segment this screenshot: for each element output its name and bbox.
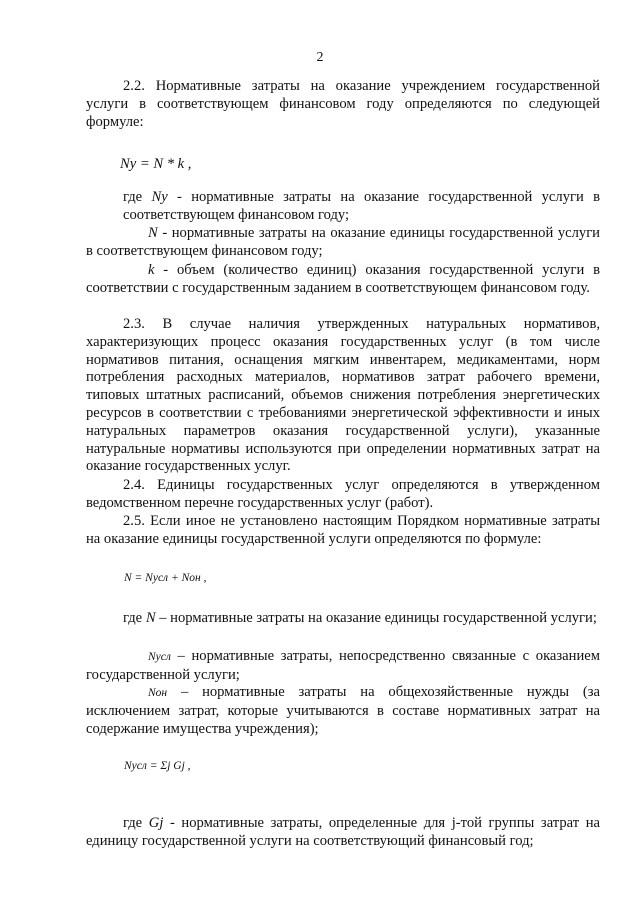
definition-n: [86, 225, 600, 261]
definition-gj-prefix: где: [123, 815, 143, 831]
definition-n-unit: [86, 610, 600, 628]
definition-n-text: - нормативные затраты на оказание единицы государственной услуги в соответствующем финансовом году;: [86, 225, 600, 259]
definition-ny-prefix: где: [123, 189, 143, 205]
definition-n-symbol: N: [148, 225, 158, 241]
definition-k-text: - объем (количество единиц) оказания государственной услуги в соответствии с государственным заданием в соответствующем финансовом году.: [86, 262, 600, 296]
definition-gj-symbol: Gj: [148, 815, 164, 831]
definition-non-symbol: Nон: [148, 687, 168, 699]
paragraph-2-4: 2.4. Единицы государственных услуг определяются в утвержденном ведомственном перечне государственных услуг (работ).: [86, 477, 600, 511]
formula-nusl: Nусл = Σj Gj ,: [124, 760, 191, 772]
definition-non-text: – нормативные затраты на общехозяйственные нужды (за исключением затрат, которые учитываются в составе нормативных затрат на содержание имущества учреждения);: [86, 684, 600, 737]
definition-gj: [86, 815, 600, 851]
paragraph-2-2: 2.2. Нормативные затраты на оказание учреждением государственной услуги в соответствующем финансовом году определяются по следующей формуле:: [86, 78, 600, 130]
formula-n: N = Nусл + Nон ,: [124, 572, 207, 584]
page-number: 2: [316, 50, 324, 65]
definition-n-unit-symbol: N: [145, 610, 156, 626]
definition-n-unit-prefix: где: [123, 610, 143, 626]
definition-k: [86, 262, 600, 298]
paragraph-2-3: 2.3. В случае наличия утвержденных натуральных нормативов, характеризующих процесс оказания государственных услуг (в том числе нормативов питания, оснащения мягким инвентарем, медикаментами, норм потребления расходных материалов, нормативов затрат рабочего времени, типовых штатных расписаний, объемов снижения потребления энергетических ресурсов в соответствии с требованиями энергетической эффективности и иных натуральных параметров оказания государственной услуги), указанные натуральные нормативы используются при определении нормативных затрат на оказание государственных услуг.: [86, 316, 600, 475]
definition-ny-text: - нормативные затраты на оказание государственной услуги в соответствующем финансовом году;: [123, 189, 600, 223]
definition-nusl-symbol: Nусл: [148, 651, 171, 663]
definition-n-unit-text: – нормативные затраты на оказание единицы государственной услуги;: [155, 610, 597, 626]
paragraph-2-5: 2.5. Если иное не установлено настоящим Порядком нормативные затраты на оказание единицы государственной услуги определяются по формуле:: [86, 513, 600, 547]
definition-ny-symbol: Ny: [151, 189, 168, 205]
definition-gj-text: - нормативные затраты, определенные для j-той группы затрат на единицу государственной услуги на соответствующий финансовый год;: [86, 815, 601, 849]
definition-ny: [123, 189, 600, 225]
definition-nusl: [86, 648, 600, 685]
formula-ny: Ny = N * k ,: [120, 156, 192, 172]
definition-non: [86, 684, 600, 738]
definition-k-symbol: k: [148, 262, 155, 278]
definition-nusl-text: – нормативные затраты, непосредственно связанные с оказанием государственной услуги;: [86, 648, 600, 683]
